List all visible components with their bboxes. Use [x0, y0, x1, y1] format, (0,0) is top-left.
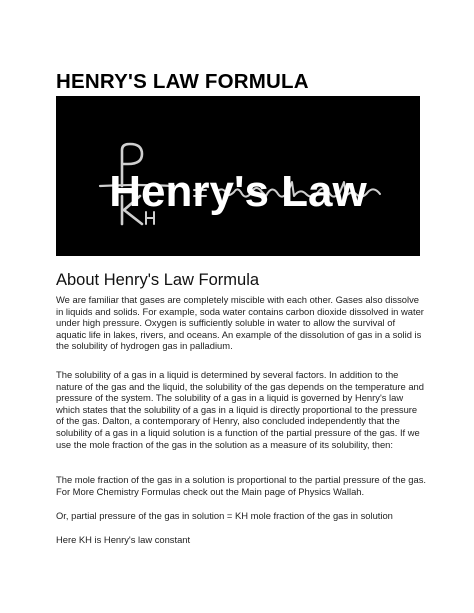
paragraph-5: Here KH is Henry's law constant [56, 534, 191, 545]
paragraph-1: We are familiar that gases are completely miscible with each other. Gases also dissolve in liquids and solids. For example, soda water contains carbon dioxide dissolved in water under high pressure. Oxygen is sufficiently soluble in water to allow the survival of aquatic life in lakes, rivers, and oceans. An example of the dissolution of gas in a solid is the solubility of hydrogen gas in palladium. [56, 294, 424, 352]
hero-handwriting [56, 96, 420, 256]
page-title: HENRY'S LAW FORMULA [56, 70, 309, 93]
hero-image [56, 96, 420, 256]
paragraph-3: The mole fraction of the gas in a solution is proportional to the partial pressure of the gas. For More Chemistry Formulas check out the Main page of Physics Wallah. [56, 474, 427, 497]
hero-overlay-text: Henry's Law [109, 167, 367, 216]
paragraph-2: The solubility of a gas in a liquid is determined by several factors. In addition to the nature of the gas and the liquid, the solubility of the gas depends on the temperature and pressure of the system. The solubility of a gas in a liquid is governed by Henry's law which states that the solubility of a gas in a liquid is directly proportional to the pressure of the gas. Dalton, a contemporary of Henry, also concluded independently that the solubility of a gas in a liquid solution is a function of the partial pressure of the gas. If we use the mole fraction of the gas in the solution as a measure of its solubility, then: [56, 369, 424, 450]
paragraph-4: Or, partial pressure of the gas in solution = KH mole fraction of the gas in solution [56, 510, 393, 521]
section-heading: About Henry's Law Formula [56, 271, 260, 289]
